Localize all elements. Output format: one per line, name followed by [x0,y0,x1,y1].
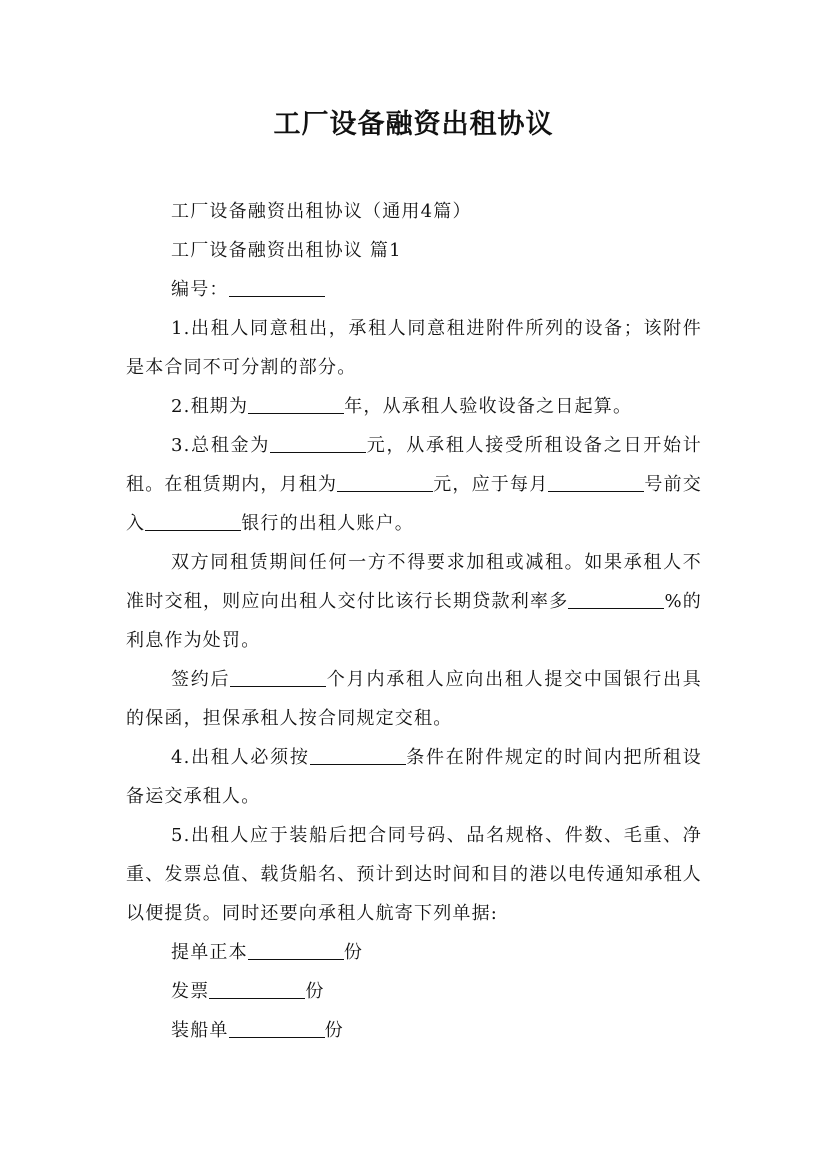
penalty-paragraph [126,543,702,660]
section-heading: 工厂设备融资出租协议 篇1 [171,240,402,261]
bank-name-blank [145,512,241,531]
delivery-terms-blank [310,746,406,765]
doc-item-bill-of-lading [126,933,702,972]
clause-4-text-a: 4.出租人必须按 [171,747,310,768]
clause-3-text-a: 3.总租金为 [171,435,271,456]
clause-3-text-e: 银行的出租人账户。 [241,513,415,534]
guarantee-text-b: 个月内承租人应向出租人提交中国银行出具的保函，担保承租人按合同规定交租。 [126,669,702,729]
doc-item-invoice [126,972,702,1011]
clause-3-text-c: 元，应于每月 [433,474,549,495]
clause-3-text-d: 号前交入 [126,474,703,534]
clause-4-text-b: 条件在附件规定的时间内把所租设备运交承租人。 [126,747,703,807]
number-blank [229,278,325,297]
guarantee-text-a: 签约后 [171,669,231,690]
clause-2-text-b: 年，从承租人验收设备之日起算。 [344,396,633,417]
guarantee-months-blank [230,668,326,687]
penalty-text-a: 双方同租赁期间任何一方不得要求加租或减租。如果承租人不准时交租，则应向出租人交付比该行长期贷款利率多 [126,552,702,612]
clause-1: 1.出租人同意租出，承租人同意租进附件所列的设备；该附件是本合同不可分割的部分。 [126,318,702,378]
doc-item-packing-list [126,1011,702,1050]
due-day-blank [548,473,644,492]
clause-3-text-b: 元，从承租人接受所租设备之日开始计租。在租赁期内，月租为 [126,435,702,495]
invoice-unit: 份 [305,981,325,1002]
document-title: 工厂设备融资出租协议 [273,109,554,140]
packing-list-label: 装船单 [171,1020,229,1041]
document-body [126,192,702,1050]
bill-of-lading-unit: 份 [343,942,364,963]
packing-list-unit: 份 [324,1020,344,1041]
clause-2 [126,387,702,426]
subtitle: 工厂设备融资出租协议（通用4篇） [171,201,472,222]
bill-of-lading-blank [248,941,344,960]
invoice-blank [209,980,305,999]
clause-5: 5.出租人应于装船后把合同号码、品名规格、件数、毛重、净重、发票总值、载货船名、预计到达时间和目的港以电传通知承租人以便提货。同时还要向承租人航寄下列单据: [126,825,702,924]
number-label: 编号： [171,279,229,300]
clause-3 [126,426,702,543]
monthly-rent-blank [337,473,433,492]
contract-number-line [126,270,702,309]
bill-of-lading-label: 提单正本 [171,942,248,963]
packing-list-blank [229,1019,325,1038]
lease-term-blank [248,395,344,414]
clause-4 [126,738,702,816]
invoice-label: 发票 [171,981,210,1002]
penalty-text-b: %的利息作为处罚。 [126,591,702,651]
guarantee-paragraph [126,660,702,738]
penalty-rate-blank [568,590,664,609]
total-rent-blank [270,434,366,453]
clause-2-text-a: 2.租期为 [171,396,249,417]
